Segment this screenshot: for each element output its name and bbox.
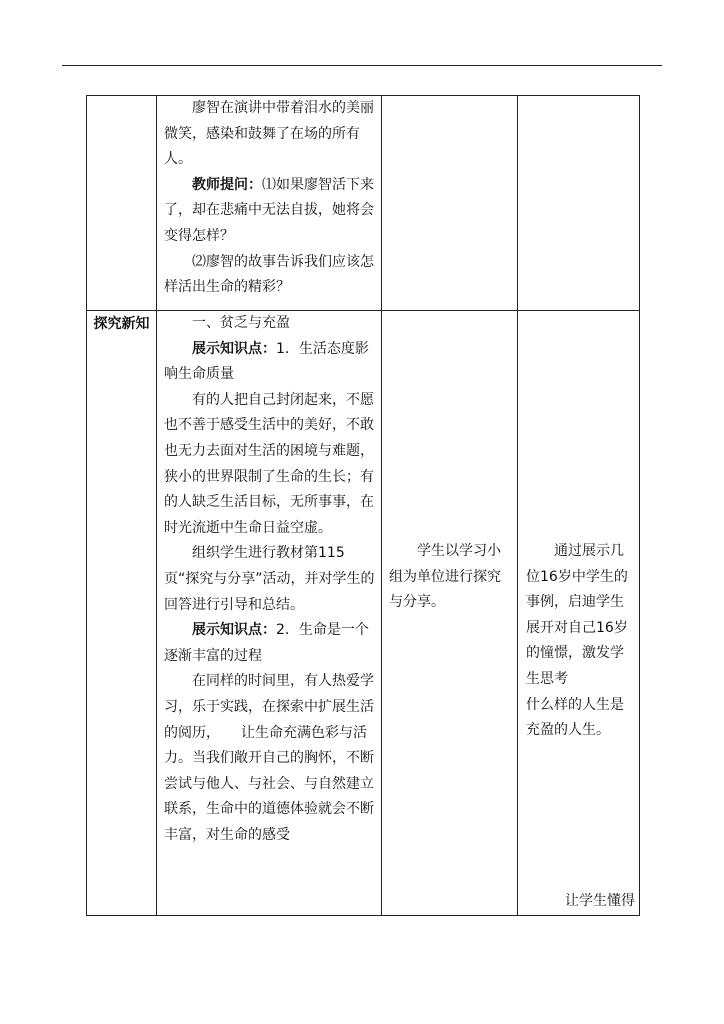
table-row bbox=[87, 311, 640, 916]
knowledge-point-label: 展示知识点： bbox=[192, 340, 276, 357]
row2-content-cell bbox=[157, 311, 382, 916]
paragraph bbox=[164, 337, 376, 388]
paragraph-text: 2．生命是一个逐渐丰富的过程 bbox=[164, 622, 369, 664]
design-purpose-continued: 让学生懂得 bbox=[565, 893, 635, 910]
row1-purpose-cell bbox=[518, 96, 640, 311]
knowledge-point-label: 展示知识点： bbox=[192, 622, 276, 639]
row1-label-cell bbox=[87, 96, 157, 311]
paragraph: 在同样的时间里，有人热爱学习，乐于实践，在探索中扩展生活的阅历， 让生命充满色彩与活力。当我们敞开自己的胸怀，不断尝试与他人、与社会、与自然建立联系，生命中的道德体验就会不断丰富，对生命的感受 bbox=[164, 673, 374, 843]
section-label: 探究新知 bbox=[93, 316, 150, 332]
table-row bbox=[87, 96, 640, 311]
paragraph: 有的人把自己封闭起来，不愿也不善于感受生活中的美好，不敢也无力去面对生活的困境与难题，狭小的世界限制了生命的生长；有的人缺乏生活目标，无所事事，在时光流逝中生命日益空虚。 bbox=[164, 391, 374, 536]
paragraph-text: 1．生活态度影响生命质量 bbox=[164, 340, 369, 383]
paragraph bbox=[164, 618, 376, 669]
paragraph: 组织学生进行教材第115页“探究与分享”活动，并对学生的回答进行引导和总结。 bbox=[164, 545, 375, 613]
student-activity-text: 学生以学习小组为单位进行探究与分享。 bbox=[389, 543, 501, 611]
row1-content-cell bbox=[157, 96, 382, 311]
paragraph: 廖智在演讲中带着泪水的美丽微笑，感染和鼓舞了在场的所有人。 bbox=[164, 100, 374, 168]
row2-label-cell bbox=[87, 311, 157, 916]
paragraph: 一、贫乏与充盈 bbox=[192, 315, 290, 331]
row2-student-cell bbox=[382, 311, 518, 916]
lesson-plan-table bbox=[86, 95, 640, 916]
row1-student-cell bbox=[382, 96, 518, 311]
teacher-question-label: 教师提问： bbox=[192, 176, 262, 193]
paragraph: ⑵廖智的故事告诉我们应该怎样活出生命的精彩？ bbox=[164, 253, 374, 296]
design-purpose-text-cont: 什么样的人生是充盈的人生。 bbox=[526, 696, 624, 739]
paragraph-text: ⑴如果廖智活下来了，却在悲痛中无法自拔，她将会变得怎样？ bbox=[164, 176, 374, 244]
design-purpose-text: 通过展示几位16岁中学生的事例，启迪学生展开对自己16岁的憧憬，激发学生思考 bbox=[526, 543, 628, 687]
header-rule bbox=[62, 65, 662, 66]
row2-purpose-cell bbox=[518, 311, 640, 916]
paragraph bbox=[164, 173, 376, 250]
